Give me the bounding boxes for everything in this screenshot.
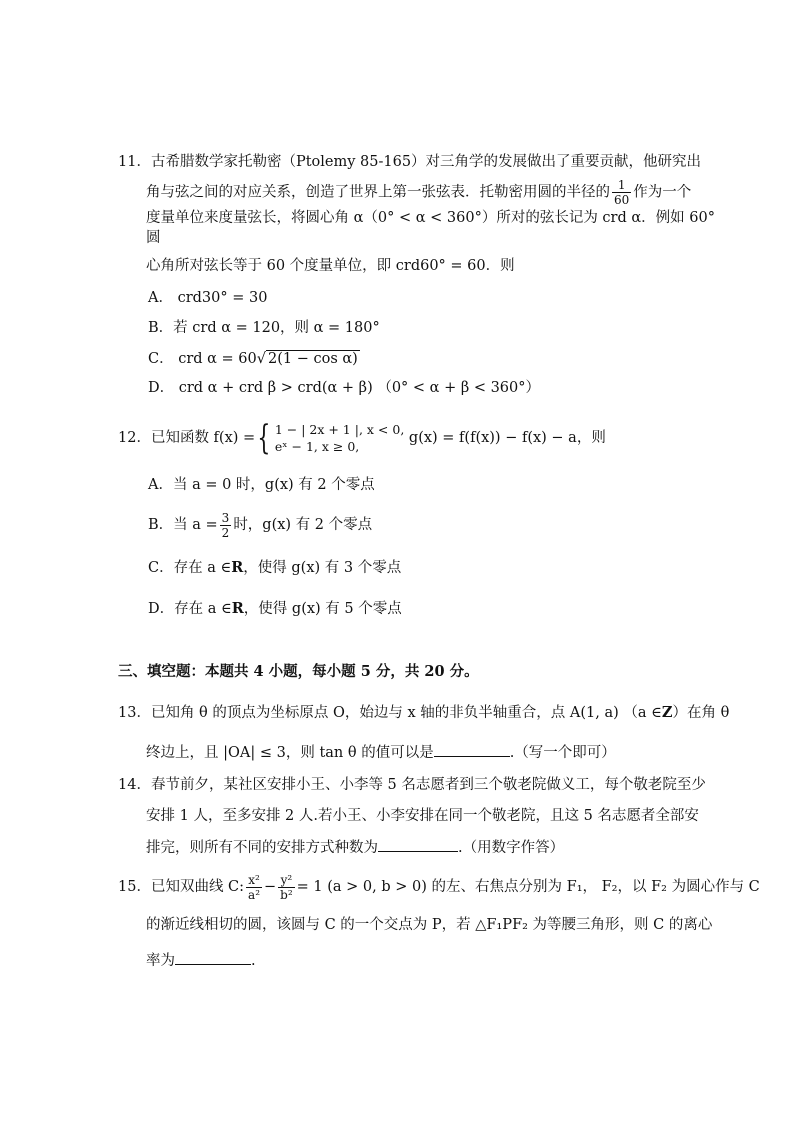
q13-answer-blank <box>434 742 510 757</box>
q15-text-3b: . <box>251 953 256 969</box>
q11-text-2a: 角与弦之间的对应关系，创造了世界上第一张弦表．托勒密用圆的半径的 <box>146 184 610 201</box>
q11-frac-num: 1 <box>612 178 631 193</box>
q14-number: 14． <box>118 777 151 793</box>
q13-set: Z <box>661 704 673 721</box>
q11-line-4: 圆 <box>146 230 161 246</box>
q11-line-1 <box>118 152 701 172</box>
q12-option-d <box>148 599 402 619</box>
q12-text-pre: 已知函数 f(x) = <box>150 430 256 446</box>
q15-fy-den: b² <box>280 887 293 902</box>
q13-text-2a: 终边上，且 |OA| ≤ 3，则 tan θ 的值可以是 <box>146 745 434 761</box>
q12-option-b-num: 3 <box>221 510 230 525</box>
q11-option-c-radicand: 2(1 − cos α) <box>268 351 358 367</box>
q12-text-post: g(x) = f(f(x)) − f(x) − a，则 <box>408 430 606 446</box>
q12-option-d-post: ，使得 g(x) 有 5 个零点 <box>243 601 402 617</box>
q13-line-1 <box>118 703 729 723</box>
q15-text-1a: 已知双曲线 C: <box>150 879 245 895</box>
q14-line-3 <box>146 837 564 858</box>
q15-minus: − <box>264 879 277 895</box>
q15-line-2: 的渐近线相切的圆，该圆与 C 的一个交点为 P，若 △F₁PF₂ 为等腰三角形，则 C 的离心 <box>146 917 713 933</box>
q12-case-1: 1 − | 2x + 1 |, x < 0, <box>274 422 405 437</box>
q12-option-a: A．当 a = 0 时，g(x) 有 2 个零点 <box>148 477 375 493</box>
q15-text-3a: 率为 <box>146 953 175 969</box>
q14-line-2: 安排 1 人，至多安排 2 人.若小王、小李安排在同一个敬老院，且这 5 名志愿者全部安 <box>146 808 699 824</box>
q11-fraction <box>612 178 631 207</box>
q15-number: 15． <box>118 879 151 895</box>
q13-number: 13． <box>118 705 151 721</box>
q15-fraction-x <box>246 873 262 902</box>
q11-text-2b: 作为一个 <box>633 184 692 201</box>
q15-fx-num: x² <box>246 873 262 888</box>
q12-option-b-pre: B．当 a = <box>148 517 218 533</box>
q15-text-1b: = 1 (a > 0, b > 0) 的左、右焦点分别为 F₁， F₂，以 F₂ 为圆心作与 C <box>296 879 760 895</box>
q12-option-c-post: ，使得 g(x) 有 3 个零点 <box>243 560 402 576</box>
q12-option-d-set: R <box>231 600 244 617</box>
q13-text-1a: 已知角 θ 的顶点为坐标原点 O，始边与 x 轴的非负半轴重合，点 A(1, a) （a ∈ <box>150 705 662 721</box>
q15-answer-blank <box>175 950 251 965</box>
q13-text-2b: .（写一个即可） <box>509 745 616 761</box>
brace-icon: { <box>257 418 271 458</box>
q15-fraction-y <box>278 873 295 902</box>
q15-line-3 <box>146 950 256 971</box>
q11-line-5: 心角所对弦长等于 60 个度量单位，即 crd60° = 60．则 <box>146 258 515 274</box>
q11-option-b: B．若 crd α = 120，则 α = 180° <box>148 320 380 336</box>
q14-text-3b: .（用数字作答） <box>458 840 565 856</box>
section-3-heading: 三、填空题：本题共 4 小题，每小题 5 分，共 20 分。 <box>118 663 479 680</box>
q11-frac-den: 60 <box>614 193 630 207</box>
q14-text-3a: 排完，则所有不同的安排方式种数为 <box>146 840 378 856</box>
q11-option-c <box>148 349 360 369</box>
q14-answer-blank <box>378 837 458 852</box>
q11-option-d: D． crd α + crd β > crd(α + β) （0° < α + β < 360°） <box>148 380 541 396</box>
q12-option-b-fraction <box>220 511 232 540</box>
q11-option-c-text: C． crd α = 60 <box>148 351 257 367</box>
q11-text-1: 古希腊数学家托勒密（Ptolemy 85-165）对三角学的发展做出了重要贡献，他研究出 <box>150 154 702 170</box>
q12-option-c-set: R <box>231 559 244 576</box>
q11-number: 11． <box>118 154 151 170</box>
q12-case-2: eˣ − 1, x ≥ 0, <box>274 439 360 454</box>
q12-option-c-pre: C．存在 a ∈ <box>148 560 232 576</box>
q12-number: 12． <box>118 430 151 446</box>
q12-option-b-post: 时，g(x) 有 2 个零点 <box>233 517 373 533</box>
q11-line-2 <box>146 178 691 207</box>
q14-line-1 <box>118 775 706 795</box>
q13-line-2 <box>146 742 616 763</box>
q11-option-a: A． crd30° = 30 <box>148 290 268 306</box>
q11-line-3: 度量单位来度量弦长，将圆心角 α（0° < α < 360°）所对的弦长记为 crd α．例如 60° <box>146 210 715 226</box>
sqrt-icon: √ <box>256 351 267 367</box>
q12-option-b-den: 2 <box>221 525 230 540</box>
q14-text-1: 春节前夕，某社区安排小王、小李等 5 名志愿者到三个敬老院做义工，每个敬老院至少 <box>150 777 706 793</box>
q13-text-1b: ）在角 θ <box>672 705 730 721</box>
q12-piecewise <box>275 421 404 455</box>
q12-option-d-pre: D．存在 a ∈ <box>148 601 232 617</box>
q15-fx-den: a² <box>248 887 261 902</box>
q15-fy-num: y² <box>278 873 295 888</box>
q12-option-c <box>148 558 401 578</box>
q12-option-b <box>148 510 372 540</box>
q15-line-1 <box>118 870 760 904</box>
q12-line-1 <box>118 418 606 458</box>
